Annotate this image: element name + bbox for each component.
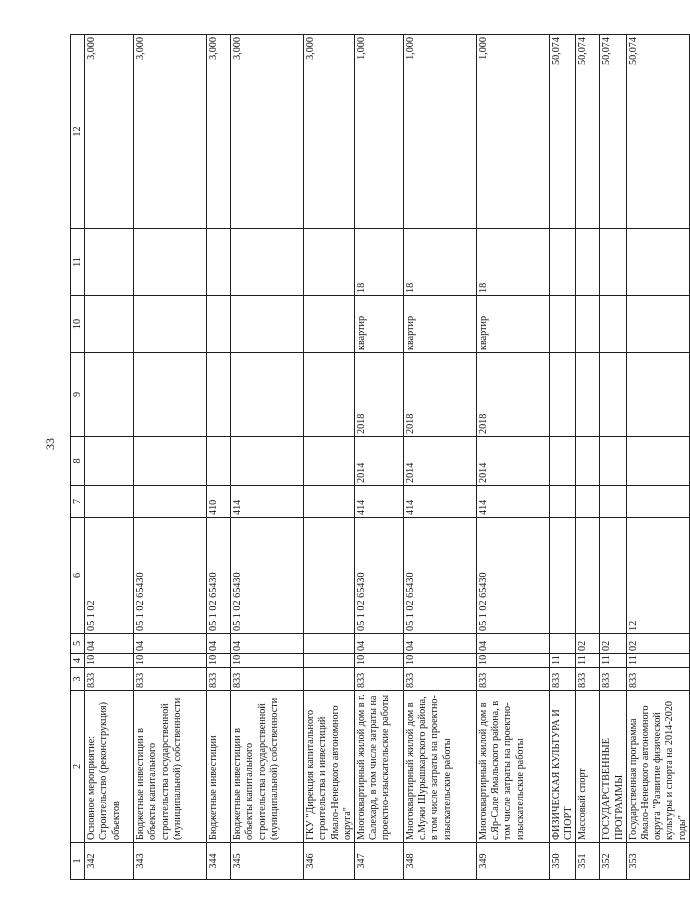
column-number: 3 [71,668,85,691]
subsection-code-cell: 02 [576,634,600,654]
section-code-cell: 11 [626,654,689,668]
unit-cell [207,296,231,353]
column-number: 12 [71,35,85,229]
table-row [207,35,231,880]
row-number-cell: 349 [477,843,550,880]
start-year-cell: 2014 [355,437,404,486]
start-year-cell: 2014 [404,437,477,486]
unit-cell [134,296,207,353]
expense-type-cell: 414 [404,486,477,518]
subsection-code-cell [304,634,355,654]
table-row [626,35,689,880]
amount-cell: 3,000 [85,35,134,229]
unit-cell [600,296,626,353]
column-number: 2 [71,691,85,843]
unit-cell [626,296,689,353]
indicator-name-cell: Массовый спорт [576,691,600,843]
end-year-cell [207,353,231,437]
amount-cell: 1,000 [477,35,550,229]
start-year-cell [134,437,207,486]
amount-cell: 3,000 [231,35,304,229]
end-year-cell: 2018 [404,353,477,437]
expense-type-cell [626,486,689,518]
ministry-code-cell: 833 [355,668,404,691]
indicator-name-cell: Многоквартирный жилой дом в с.Мужи Шурышкарского района, в том числе затраты на проектно-изыскательские работы [404,691,477,843]
table-row [600,35,626,880]
indicator-name-cell: Бюджетные инвестиции [207,691,231,843]
target-article-cell [304,518,355,634]
target-article-cell [600,518,626,634]
table-row [355,35,404,880]
ministry-code-cell: 833 [404,668,477,691]
capacity-cell [304,229,355,296]
unit-cell [576,296,600,353]
amount-cell: 50,074 [550,35,576,229]
row-number-cell: 342 [85,843,134,880]
target-article-cell: 05 1 02 [85,518,134,634]
target-article-cell: 05 1 02 65430 [477,518,550,634]
expense-type-cell [134,486,207,518]
end-year-cell [576,353,600,437]
column-number: 11 [71,229,85,296]
ministry-code-cell: 833 [600,668,626,691]
table-row [404,35,477,880]
indicator-name-cell: Государственная программа Ямало-Ненецкого автономного округа "Развитие физической культуры и спорта на 2014-2020 годы" [626,691,689,843]
subsection-code-cell: 04 [231,634,304,654]
unit-cell: квартир [355,296,404,353]
expense-type-cell [85,486,134,518]
column-number: 9 [71,353,85,437]
indicator-name-cell: Многоквартирный жилой дом в с.Яр-Сале Ямальского района, в том числе затраты на проектно-изыскательские работы [477,691,550,843]
target-article-cell: 05 1 02 65430 [404,518,477,634]
target-article-cell: 05 1 02 65430 [231,518,304,634]
indicator-name-cell: ГОСУДАРСТВЕННЫЕ ПРОГРАММЫ [600,691,626,843]
unit-cell [231,296,304,353]
expense-type-cell [550,486,576,518]
page-number: 33 [43,438,57,450]
budget-table [70,34,690,880]
end-year-cell [626,353,689,437]
row-number-cell: 344 [207,843,231,880]
end-year-cell [600,353,626,437]
row-number-cell: 352 [600,843,626,880]
section-code-cell: 10 [134,654,207,668]
column-number: 10 [71,296,85,353]
capacity-cell [207,229,231,296]
indicator-name-cell: Бюджетные инвестиции в объекты капитального строительства государственной (муниципальной) собственности [231,691,304,843]
target-article-cell: 05 1 02 65430 [355,518,404,634]
table-row [304,35,355,880]
ministry-code-cell: 833 [477,668,550,691]
capacity-cell [134,229,207,296]
subsection-code-cell: 04 [207,634,231,654]
ministry-code-cell: 833 [550,668,576,691]
subsection-code-cell: 04 [477,634,550,654]
column-number: 4 [71,654,85,668]
column-number-row [71,35,85,880]
amount-cell: 3,000 [134,35,207,229]
subsection-code-cell: 02 [626,634,689,654]
unit-cell [304,296,355,353]
start-year-cell [550,437,576,486]
start-year-cell [576,437,600,486]
row-number-cell: 348 [404,843,477,880]
expense-type-cell [576,486,600,518]
column-number: 8 [71,437,85,486]
table-body [71,35,690,880]
table-container [70,34,690,880]
target-article-cell: 05 1 02 65430 [207,518,231,634]
subsection-code-cell [550,634,576,654]
amount-cell: 50,074 [600,35,626,229]
indicator-name-cell: ГКУ "Дирекция капитального строительства и инвестиций Ямало-Ненецкого автономного округа" [304,691,355,843]
capacity-cell [600,229,626,296]
capacity-cell [550,229,576,296]
ministry-code-cell [304,668,355,691]
capacity-cell [576,229,600,296]
amount-cell: 1,000 [355,35,404,229]
subsection-code-cell: 04 [355,634,404,654]
amount-cell: 50,074 [626,35,689,229]
unit-cell [550,296,576,353]
expense-type-cell: 410 [207,486,231,518]
target-article-cell: 05 1 02 65430 [134,518,207,634]
indicator-name-cell: Основное мероприятие: Строительство (реконструкция) объектов [85,691,134,843]
start-year-cell [207,437,231,486]
section-code-cell [304,654,355,668]
row-number-cell: 343 [134,843,207,880]
column-number: 5 [71,634,85,654]
table-row [550,35,576,880]
start-year-cell [85,437,134,486]
section-code-cell: 10 [404,654,477,668]
ministry-code-cell: 833 [134,668,207,691]
subsection-code-cell: 04 [85,634,134,654]
column-number: 7 [71,486,85,518]
start-year-cell: 2014 [477,437,550,486]
target-article-cell [550,518,576,634]
ministry-code-cell: 833 [231,668,304,691]
end-year-cell [85,353,134,437]
section-code-cell: 10 [85,654,134,668]
end-year-cell: 2018 [355,353,404,437]
section-code-cell: 11 [550,654,576,668]
ministry-code-cell: 833 [85,668,134,691]
section-code-cell: 10 [477,654,550,668]
section-code-cell: 10 [207,654,231,668]
end-year-cell [231,353,304,437]
row-number-cell: 351 [576,843,600,880]
ministry-code-cell: 833 [576,668,600,691]
capacity-cell [85,229,134,296]
amount-cell: 3,000 [304,35,355,229]
expense-type-cell: 414 [355,486,404,518]
start-year-cell [231,437,304,486]
capacity-cell [231,229,304,296]
subsection-code-cell: 02 [600,634,626,654]
section-code-cell: 11 [600,654,626,668]
expense-type-cell [304,486,355,518]
unit-cell: квартир [477,296,550,353]
table-row [85,35,134,880]
target-article-cell: 12 [626,518,689,634]
capacity-cell: 18 [477,229,550,296]
capacity-cell [626,229,689,296]
capacity-cell: 18 [404,229,477,296]
end-year-cell [550,353,576,437]
row-number-cell: 350 [550,843,576,880]
subsection-code-cell: 04 [134,634,207,654]
row-number-cell: 346 [304,843,355,880]
table-row [576,35,600,880]
table-row [231,35,304,880]
amount-cell: 1,000 [404,35,477,229]
end-year-cell: 2018 [477,353,550,437]
expense-type-cell: 414 [231,486,304,518]
start-year-cell [626,437,689,486]
expense-type-cell: 414 [477,486,550,518]
end-year-cell [134,353,207,437]
expense-type-cell [600,486,626,518]
unit-cell: квартир [404,296,477,353]
capacity-cell: 18 [355,229,404,296]
section-code-cell: 11 [576,654,600,668]
ministry-code-cell: 833 [207,668,231,691]
ministry-code-cell: 833 [626,668,689,691]
subsection-code-cell: 04 [404,634,477,654]
section-code-cell: 10 [231,654,304,668]
row-number-cell: 345 [231,843,304,880]
row-number-cell: 347 [355,843,404,880]
amount-cell: 50,074 [576,35,600,229]
column-number: 1 [71,843,85,880]
unit-cell [85,296,134,353]
table-row [477,35,550,880]
indicator-name-cell: Многоквартирный жилой дом в г. Салехард, в том числе затраты на проектно-изыскательские работы [355,691,404,843]
start-year-cell [304,437,355,486]
table-row [134,35,207,880]
row-number-cell: 353 [626,843,689,880]
amount-cell: 3,000 [207,35,231,229]
start-year-cell [600,437,626,486]
column-number: 6 [71,518,85,634]
indicator-name-cell: ФИЗИЧЕСКАЯ КУЛЬТУРА И СПОРТ [550,691,576,843]
target-article-cell [576,518,600,634]
indicator-name-cell: Бюджетные инвестиции в объекты капитального строительства государственной (муниципальной) собственности [134,691,207,843]
end-year-cell [304,353,355,437]
section-code-cell: 10 [355,654,404,668]
